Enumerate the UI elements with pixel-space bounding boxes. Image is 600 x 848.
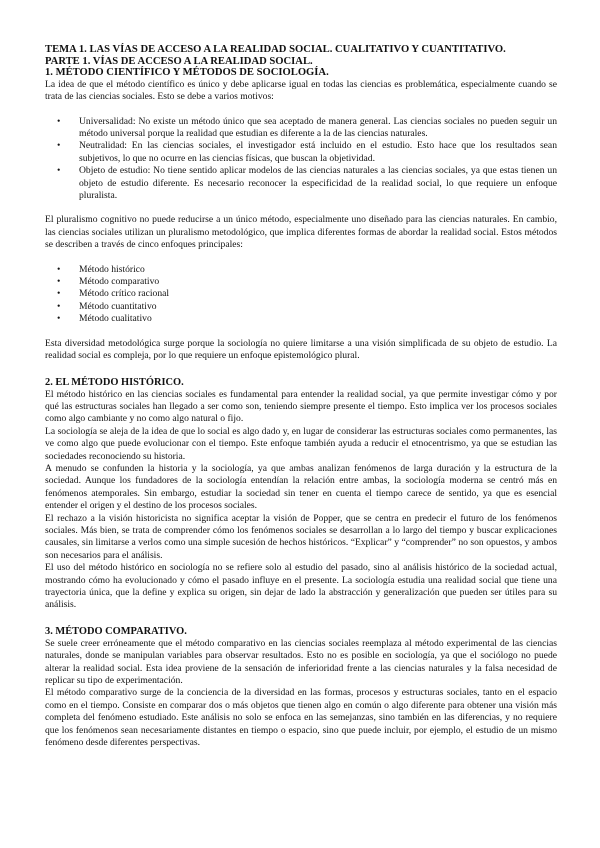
list-item: • Método crítico racional bbox=[79, 288, 557, 300]
paragraph: La sociología se aleja de la idea de que lo social es algo dado y, en lugar de considerar las estructuras sociales como permanentes, las ve como algo que puede evolucionar con el tiempo. Este enfoque también ayuda a reducir el etnocentrismo, ya que se estudian las sociedades reconociendo su historia. bbox=[45, 425, 557, 462]
methods-list bbox=[45, 264, 557, 326]
document-page bbox=[45, 44, 557, 749]
section-1-intro: La idea de que el método científico es único y debe aplicarse igual en todas las ciencias es problemática, especialmente cuando se trata de las ciencias sociales. Esto se debe a varios motivos: bbox=[45, 78, 557, 103]
list-item: • Método histórico bbox=[79, 264, 557, 276]
list-item: • Universalidad: No existe un método único que sea aceptado de manera general. Las ciencias sociales no pueden seguir un método universal porque la realidad que estudian es diferente a la de las ciencias naturales. bbox=[79, 116, 557, 141]
pluralism-paragraph: El pluralismo cognitivo no puede reducirse a un único método, especialmente uno diseñado para las ciencias naturales. En cambio, las ciencias sociales utilizan un pluralismo metodológico, que implica diferentes formas de abordar la realidad social. Estos métodos se describen a través de cinco enfoques principales: bbox=[45, 214, 557, 251]
list-item: • Neutralidad: En las ciencias sociales, el investigador está incluido en el estudio. Esto hace que los resultados sean subjetivos, lo que no ocurre en las ciencias físicas, que buscan la objetividad. bbox=[79, 140, 557, 165]
paragraph: El rechazo a la visión historicista no significa aceptar la visión de Popper, que se centra en predecir el futuro de los fenómenos sociales. Más bien, se trata de comprender cómo los fenómenos sociales se desarrollan a lo largo del tiempo y buscar explicaciones causales, sin limitarse a verlos como una simple sucesión de hechos históricos. “Explicar” y “comprender” no son opuestos, y ambos son necesarios para el análisis. bbox=[45, 512, 557, 561]
section-3-heading: 3. MÉTODO COMPARATIVO. bbox=[45, 625, 187, 637]
paragraph: El método histórico en las ciencias sociales es fundamental para entender la realidad social, ya que permite investigar cómo y por qué las estructuras sociales han llegado a ser como son, teniendo siempre presente el tiempo. Esto implica ver los procesos sociales como algo cambiante y no como algo natural o fijo. bbox=[45, 388, 557, 425]
section-1-heading: 1. MÉTODO CIENTÍFICO Y MÉTODOS DE SOCIOLOGÍA. bbox=[45, 67, 329, 79]
list-item: • Método comparativo bbox=[79, 276, 557, 288]
paragraph: Se suele creer erróneamente que el método comparativo en las ciencias sociales reemplaza al método experimental de las ciencias naturales, donde se manipulan variables para observar resultados. Esto no es posible en sociología, ya que el sociólogo no puede alterar la realidad social. Esta idea proviene de la sensación de inferioridad frente a las ciencias naturales y la falsa necesidad de replicar su tipo de experimentación. bbox=[45, 637, 557, 687]
paragraph: El uso del método histórico en sociología no se refiere solo al estudio del pasado, sino al análisis histórico de la sociedad actual, mostrando cómo ha evolucionado y cómo el pasado influye en el presente. La sociología estudia una realidad social que tiene una trayectoria única, que la define y explica su origen, sin dejar de lado la abstracción y generalización que pueden ser útiles para su análisis. bbox=[45, 562, 557, 611]
list-item: • Objeto de estudio: No tiene sentido aplicar modelos de las ciencias naturales a las ciencias sociales, ya que estas tienen un objeto de estudio diferente. Es necesario reconocer la especificidad de la realidad social, lo que requiere un enfoque pluralista. bbox=[79, 165, 557, 202]
section-2-heading: 2. EL MÉTODO HISTÓRICO. bbox=[45, 376, 184, 388]
list-item: • Método cuantitativo bbox=[79, 301, 557, 313]
document-title: TEMA 1. LAS VÍAS DE ACCESO A LA REALIDAD SOCIAL. CUALITATIVO Y CUANTITATIVO. bbox=[45, 44, 506, 55]
list-item: • Método cualitativo bbox=[79, 313, 557, 325]
reasons-list bbox=[45, 116, 557, 203]
paragraph: A menudo se confunden la historia y la sociología, ya que ambas analizan fenómenos de larga duración y la estructura de la sociedad. Aunque los fundadores de la sociología entendían la relación entre ambas, la sociología moderna se centró más en fenómenos atemporales. Sin embargo, estudiar la sociedad sin tener en cuenta el tiempo carece de sentido, ya que es esencial entender el origen y el destino de los procesos sociales. bbox=[45, 462, 557, 512]
section-1-closing: Esta diversidad metodológica surge porque la sociología no quiere limitarse a una visión simplificada de su objeto de estudio. La realidad social es compleja, por lo que requiere un enfoque epistemológico plural. bbox=[45, 337, 557, 362]
part-title: PARTE 1. VÍAS DE ACCESO A LA REALIDAD SOCIAL. bbox=[45, 55, 313, 67]
paragraph: El método comparativo surge de la conciencia de la diversidad en las formas, procesos y estructuras sociales, tanto en el espacio como en el tiempo. Consiste en comparar dos o más objetos que tienen algo en común o algo diferente para obtener una visión más completa del fenómeno estudiado. Este análisis no solo se enfoca en las semejanzas, sino también en las diferencias, y no requiere que los fenómenos sean necesariamente distantes en tiempo o espacio, sino que puede incluir, por ejemplo, el estudio de un mismo fenómeno desde diferentes perspectivas. bbox=[45, 687, 557, 749]
